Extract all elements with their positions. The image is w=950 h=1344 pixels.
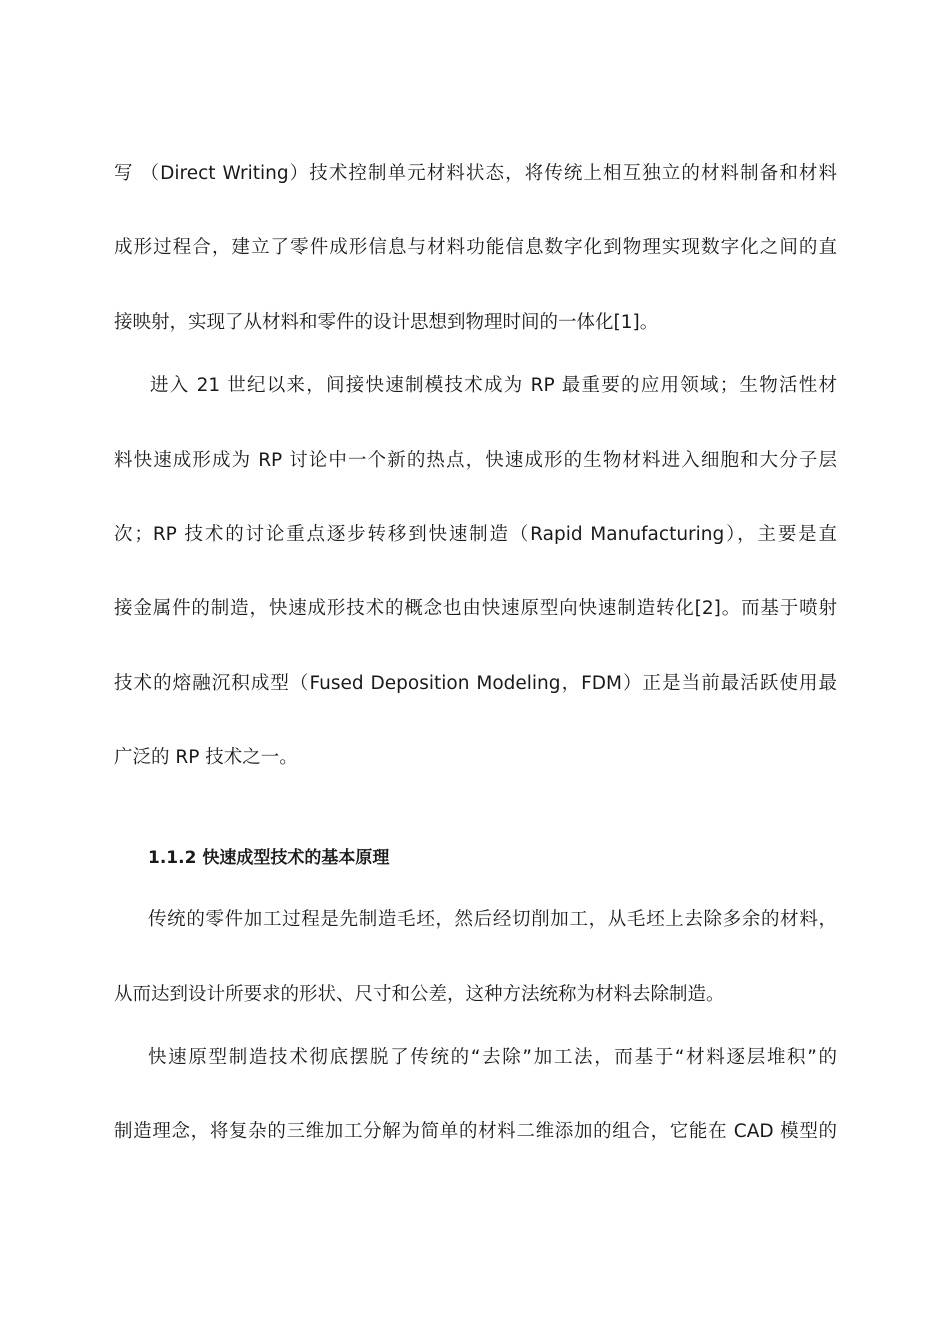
paragraph-line: 进入 21 世纪以来，间接快速制模技术成为 RP 最重要的应用领域；生物活性材 <box>150 375 837 396</box>
paragraph-line: 传统的零件加工过程是先制造毛坯，然后经切削加工，从毛坯上去除多余的材料， <box>148 909 837 930</box>
paragraph-line: 接映射，实现了从材料和零件的设计思想到物理时间的一体化[1]。 <box>114 312 659 333</box>
paragraph-line: 制造理念，将复杂的三维加工分解为简单的材料二维添加的组合，它能在 CAD 模型的 <box>114 1121 837 1142</box>
paragraph-line: 快速原型制造技术彻底摆脱了传统的“去除”加工法，而基于“材料逐层堆积”的 <box>148 1047 837 1068</box>
paragraph-line: 次；RP 技术的讨论重点逐步转移到快速制造（Rapid Manufacturing），主要是直 <box>114 524 837 545</box>
paragraph-line: 写 （Direct Writing）技术控制单元材料状态，将传统上相互独立的材料制备和材料 <box>114 163 837 184</box>
paragraph-line: 广泛的 RP 技术之一。 <box>114 747 298 768</box>
paragraph-line: 接金属件的制造，快速成形技术的概念也由快速原型向快速制造转化[2]。而基于喷射 <box>114 598 837 619</box>
paragraph-line: 成形过程合，建立了零件成形信息与材料功能信息数字化到物理实现数字化之间的直 <box>114 237 837 258</box>
paragraph-line: 从而达到设计所要求的形状、尺寸和公差，这种方法统称为材料去除制造。 <box>114 984 725 1005</box>
paragraph-line: 技术的熔融沉积成型（Fused Deposition Modeling，FDM）正是当前最活跃使用最 <box>114 673 837 694</box>
section-heading: 1.1.2 快速成型技术的基本原理 <box>148 848 390 868</box>
paragraph-line: 料快速成形成为 RP 讨论中一个新的热点，快速成形的生物材料进入细胞和大分子层 <box>114 450 837 471</box>
